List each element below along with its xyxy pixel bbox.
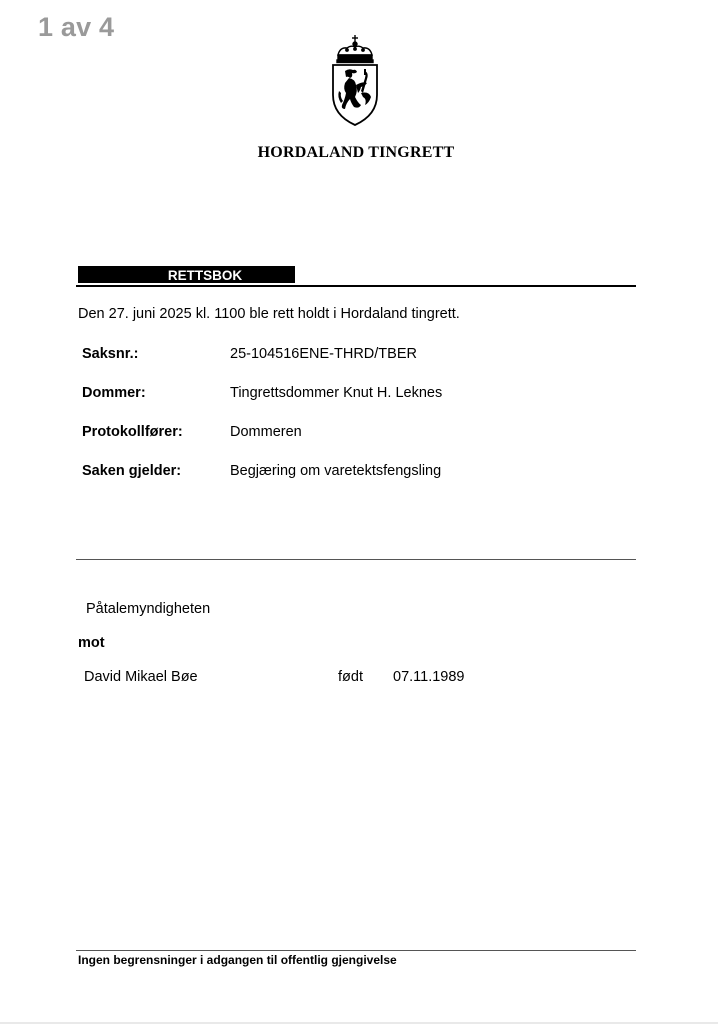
divider <box>76 285 636 287</box>
section-title: RETTSBOK <box>167 268 243 283</box>
judge-value: Tingrettsdommer Knut H. Leknes <box>230 385 443 401</box>
versus-label: mot <box>78 635 105 651</box>
divider <box>76 559 636 560</box>
norwegian-coat-of-arms-icon <box>325 33 385 127</box>
publication-notice: Ingen begrensninger i adgangen til offentlig gjengivelse <box>78 953 397 967</box>
born-date: 07.11.1989 <box>393 669 465 685</box>
subject-value: Begjæring om varetektsfengsling <box>230 463 442 479</box>
crown-icon <box>337 35 373 63</box>
court-name: HORDALAND TINGRETT <box>257 144 455 161</box>
intro-text: Den 27. juni 2025 kl. 1100 ble rett holdt i Hordaland tingrett. <box>78 306 460 322</box>
subject-label: Saken gjelder: <box>82 463 182 479</box>
case-number-value: 25-104516ENE-THRD/TBER <box>230 346 417 362</box>
divider <box>76 950 636 951</box>
defendant-name: David Mikael Bøe <box>84 669 198 685</box>
page-counter: 1 av 4 <box>38 12 115 42</box>
clerk-value: Dommeren <box>230 424 302 440</box>
judge-label: Dommer: <box>82 385 146 401</box>
born-label: født <box>338 669 363 685</box>
prosecution-party: Påtalemyndigheten <box>86 601 211 617</box>
clerk-label: Protokollfører: <box>82 424 183 440</box>
case-number-label: Saksnr.: <box>82 346 139 362</box>
